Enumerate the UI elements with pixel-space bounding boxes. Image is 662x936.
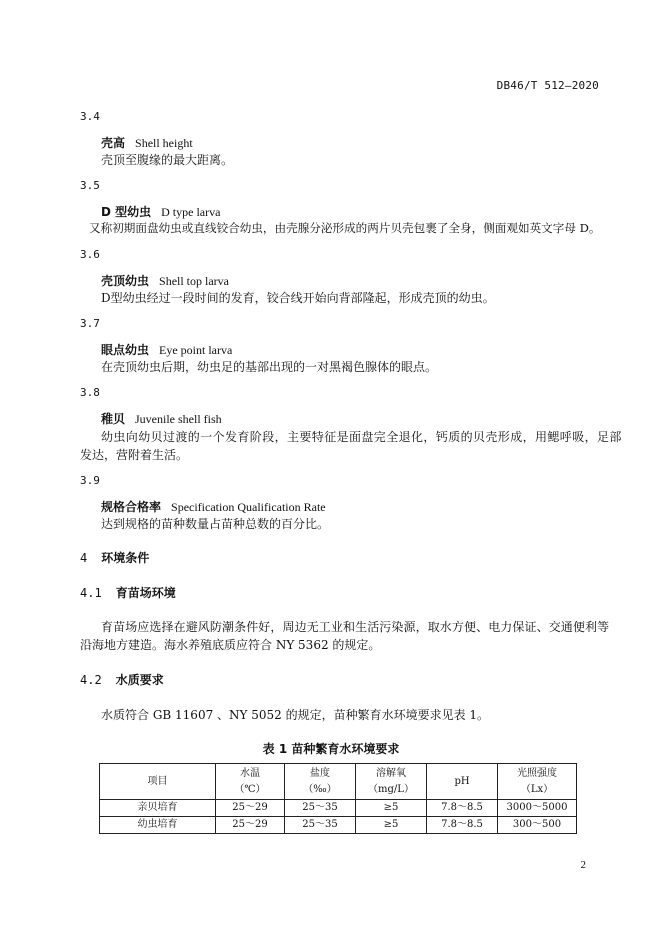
table-cell: 25～29 bbox=[216, 817, 285, 834]
table-cell: 300～500 bbox=[498, 817, 577, 834]
section-number: 3.9 bbox=[80, 474, 100, 487]
term-heading bbox=[101, 498, 326, 515]
header-cell: 项目 bbox=[100, 764, 216, 800]
term-zh: 壳高 bbox=[101, 136, 126, 150]
table-cell: 幼虫培育 bbox=[100, 817, 216, 834]
term-heading bbox=[101, 134, 193, 151]
term-definition-cont: 发达，营附着生活。 bbox=[80, 448, 189, 462]
table-cell: ≥5 bbox=[356, 800, 427, 817]
header-cell: 溶解氧 （mg/L） bbox=[356, 764, 427, 800]
chapter-title: 环境条件 bbox=[101, 551, 150, 565]
paragraph-line: 育苗场应选择在避风防潮条件好，周边无工业和生活污染源，取水方便、电力保证、交通便利等 bbox=[101, 620, 610, 634]
table-cell: 25～35 bbox=[285, 817, 356, 834]
term-definition: 又称初期面盘幼虫或直线铰合幼虫，由壳腺分泌形成的两片贝壳包裹了全身，侧面观如英文字母 D。 bbox=[89, 221, 601, 235]
term-en: D type larva bbox=[161, 205, 221, 219]
table-cell: ≥5 bbox=[356, 817, 427, 834]
table-row bbox=[100, 800, 577, 817]
section-number: 3.5 bbox=[80, 179, 100, 192]
section-number: 4.1 bbox=[80, 586, 102, 600]
table-cell: 25～35 bbox=[285, 800, 356, 817]
section-number: 3.4 bbox=[80, 110, 100, 123]
term-heading bbox=[101, 410, 222, 427]
header-cell: pH bbox=[427, 764, 498, 800]
term-heading bbox=[101, 341, 232, 358]
term-zh: 眼点幼虫 bbox=[101, 343, 150, 357]
document-code: DB46/T 512—2020 bbox=[496, 79, 599, 92]
section-number: 3.7 bbox=[80, 317, 100, 330]
term-zh: D 型幼虫 bbox=[101, 205, 152, 219]
paragraph-line: 水质符合 GB 11607 、NY 5052 的规定，苗种繁育水环境要求见表 1。 bbox=[101, 708, 490, 722]
chapter-heading bbox=[80, 549, 149, 566]
term-en: Shell top larva bbox=[159, 274, 229, 288]
term-en: Shell height bbox=[135, 136, 193, 150]
term-heading bbox=[101, 203, 220, 220]
table-caption: 表 1 苗种繁育水环境要求 bbox=[262, 742, 400, 756]
paragraph-line: 沿海地方建造。海水养殖底质应符合 NY 5362 的规定。 bbox=[80, 638, 381, 652]
term-definition: 达到规格的苗种数量占苗种总数的百分比。 bbox=[101, 517, 330, 531]
table-cell: 25～29 bbox=[216, 800, 285, 817]
term-definition: 幼虫向幼贝过渡的一个发育阶段，主要特征是面盘完全退化，钙质的贝壳形成，用鳃呼吸，足部 bbox=[101, 430, 622, 444]
term-definition: 在壳顶幼虫后期，幼虫足的基部出现的一对黑褐色腺体的眼点。 bbox=[101, 360, 438, 374]
table-cell: 亲贝培育 bbox=[100, 800, 216, 817]
chapter-number: 4 bbox=[80, 551, 88, 565]
term-en: Juvenile shell fish bbox=[135, 412, 222, 426]
header-cell: 水温 （℃） bbox=[216, 764, 285, 800]
table-row bbox=[100, 817, 577, 834]
term-zh: 规格合格率 bbox=[101, 500, 162, 514]
term-definition: D型幼虫经过一段时间的发育，铰合线开始向背部隆起，形成壳顶的幼虫。 bbox=[101, 291, 495, 305]
term-definition: 壳顶至腹缘的最大距离。 bbox=[101, 153, 234, 167]
term-zh: 壳顶幼虫 bbox=[101, 274, 150, 288]
section-number: 3.8 bbox=[80, 386, 100, 399]
section-title: 育苗场环境 bbox=[115, 586, 176, 600]
table-cell: 7.8～8.5 bbox=[427, 800, 498, 817]
section-heading bbox=[80, 671, 164, 688]
water-environment-table bbox=[99, 763, 577, 834]
header-cell: 光照强度 （Lx） bbox=[498, 764, 577, 800]
table-cell: 7.8～8.5 bbox=[427, 817, 498, 834]
term-en: Specification Qualification Rate bbox=[171, 500, 326, 514]
term-en: Eye point larva bbox=[159, 343, 233, 357]
table-cell: 3000～5000 bbox=[498, 800, 577, 817]
section-number: 3.6 bbox=[80, 248, 100, 261]
section-title: 水质要求 bbox=[115, 673, 164, 687]
section-number: 4.2 bbox=[80, 673, 102, 687]
term-zh: 稚贝 bbox=[101, 412, 126, 426]
table-header-row bbox=[100, 764, 577, 800]
page-number: 2 bbox=[580, 859, 586, 871]
section-heading bbox=[80, 584, 176, 601]
term-heading bbox=[101, 272, 229, 289]
header-cell: 盐度 （‰） bbox=[285, 764, 356, 800]
